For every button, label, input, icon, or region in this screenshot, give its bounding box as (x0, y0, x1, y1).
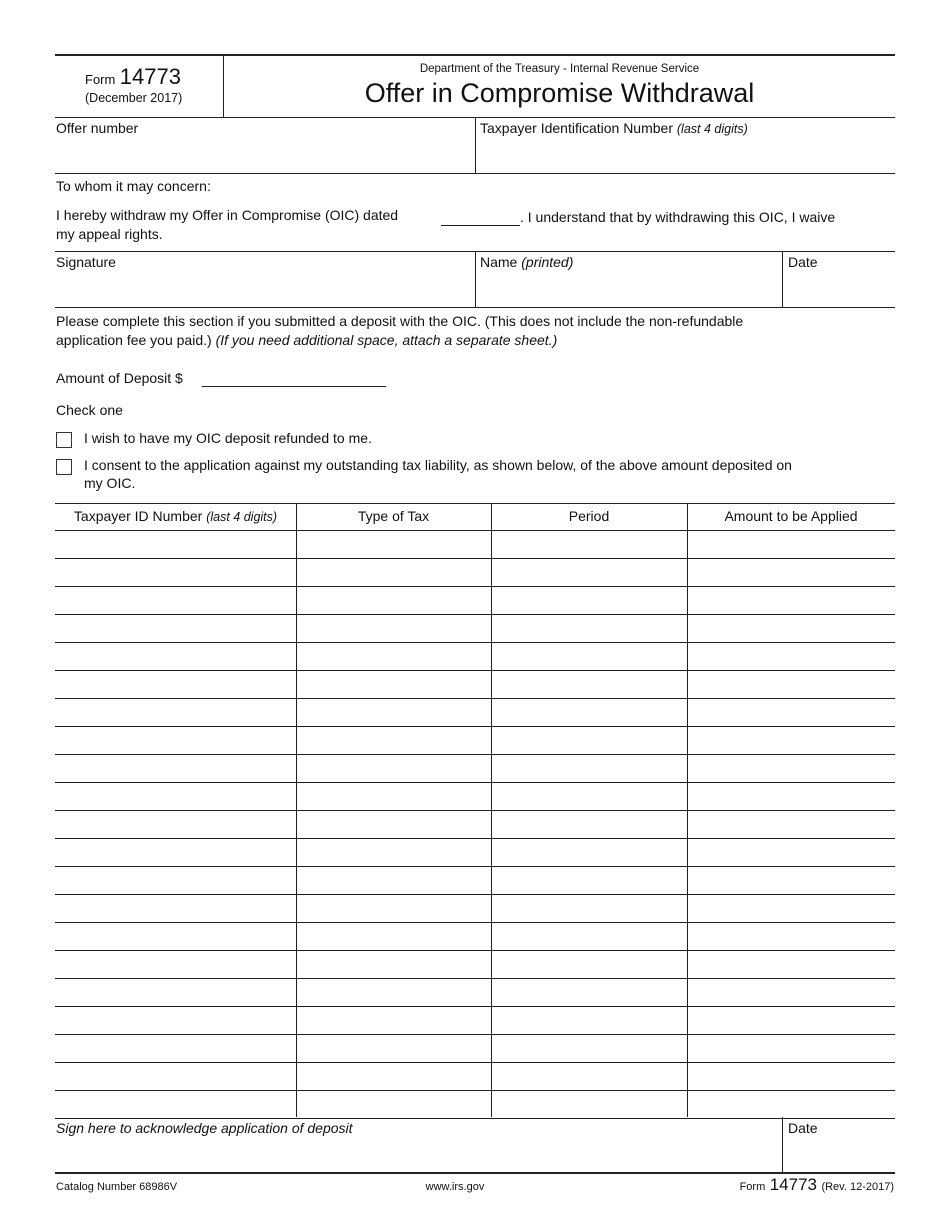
offer-number-label: Offer number (56, 120, 139, 136)
table-cell-amount[interactable] (688, 979, 894, 1006)
date-label: Date (788, 254, 818, 270)
table-cell-tin[interactable] (56, 811, 295, 838)
offer-tin-divider (475, 117, 476, 173)
table-cell-period[interactable] (492, 755, 686, 782)
page-title: Offer in Compromise Withdrawal (364, 78, 755, 108)
tin-field[interactable] (480, 138, 894, 172)
table-cell-amount[interactable] (688, 755, 894, 782)
footer-revision: (Rev. 12-2017) (821, 1181, 894, 1193)
table-cell-period[interactable] (492, 643, 686, 670)
table-cell-period[interactable] (492, 895, 686, 922)
form-prefix: Form (85, 72, 116, 87)
table-cell-tin[interactable] (56, 895, 295, 922)
table-cell-type[interactable] (297, 951, 490, 978)
table-cell-amount[interactable] (688, 587, 894, 614)
table-cell-amount[interactable] (688, 531, 894, 558)
acknowledge-signature-field[interactable] (56, 1138, 780, 1171)
withdraw-text-1: I hereby withdraw my Offer in Compromise (OIC) dated (56, 207, 399, 223)
rule (55, 307, 895, 308)
table-cell-tin[interactable] (56, 587, 295, 614)
table-cell-tin[interactable] (56, 979, 295, 1006)
table-cell-tin[interactable] (56, 867, 295, 894)
ack-date-divider (782, 1117, 783, 1172)
footer-form-id (740, 1175, 894, 1195)
acknowledge-date-label: Date (788, 1120, 818, 1136)
table-cell-tin[interactable] (56, 671, 295, 698)
deposit-instructions-2a: application fee you paid.) (56, 332, 212, 348)
col-tin-label: Taxpayer ID Number (73, 508, 203, 524)
table-cell-type[interactable] (297, 587, 490, 614)
table-cell-amount[interactable] (688, 559, 894, 586)
oic-date-field[interactable] (441, 207, 520, 226)
table-cell-period[interactable] (492, 839, 686, 866)
withdraw-text-3: my appeal rights. (56, 226, 163, 242)
table-cell-amount[interactable] (688, 1007, 894, 1034)
table-cell-amount[interactable] (688, 895, 894, 922)
form-date: (December 2017) (85, 91, 183, 105)
apply-option-label-2: my OIC. (84, 475, 136, 491)
table-cell-tin[interactable] (56, 559, 295, 586)
signature-label: Signature (56, 254, 116, 270)
table-cell-amount[interactable] (688, 643, 894, 670)
check-one-label: Check one (56, 402, 123, 418)
table-cell-tin[interactable] (56, 1091, 295, 1118)
table-cell-type[interactable] (297, 1091, 490, 1118)
table-cell-tin[interactable] (56, 1035, 295, 1062)
table-cell-type[interactable] (297, 1035, 490, 1062)
col-header-type: Type of Tax (357, 508, 430, 524)
table-cell-type[interactable] (297, 923, 490, 950)
table-cell-period[interactable] (492, 811, 686, 838)
table-cell-tin[interactable] (56, 615, 295, 642)
table-cell-period[interactable] (492, 1007, 686, 1034)
form-number: 14773 (119, 64, 181, 89)
table-cell-tin[interactable] (56, 1007, 295, 1034)
table-cell-type[interactable] (297, 755, 490, 782)
table-cell-amount[interactable] (688, 727, 894, 754)
table-cell-period[interactable] (492, 1091, 686, 1118)
deposit-instructions-1: Please complete this section if you submitted a deposit with the OIC. (This does not include the non-refundable (56, 313, 744, 329)
table-cell-type[interactable] (297, 727, 490, 754)
table-cell-period[interactable] (492, 923, 686, 950)
table-cell-type[interactable] (297, 559, 490, 586)
table-cell-period[interactable] (492, 979, 686, 1006)
table-cell-type[interactable] (297, 839, 490, 866)
name-date-divider (782, 251, 783, 307)
table-cell-period[interactable] (492, 727, 686, 754)
tin-label: Taxpayer Identification Number (480, 120, 673, 136)
footer-form-prefix: Form (739, 1181, 766, 1193)
table-cell-amount[interactable] (688, 1035, 894, 1062)
table-cell-tin[interactable] (56, 727, 295, 754)
table-cell-type[interactable] (297, 1007, 490, 1034)
table-cell-tin[interactable] (56, 923, 295, 950)
table-cell-amount[interactable] (688, 839, 894, 866)
col-header-period: Period (568, 508, 610, 524)
table-cell-period[interactable] (492, 1063, 686, 1090)
table-cell-amount[interactable] (688, 1063, 894, 1090)
name-note: (printed) (521, 254, 574, 270)
salutation: To whom it may concern: (56, 178, 211, 194)
table-cell-tin[interactable] (56, 755, 295, 782)
table-cell-amount[interactable] (688, 615, 894, 642)
table-cell-tin[interactable] (56, 783, 295, 810)
deposit-instructions-2b: (If you need additional space, attach a separate sheet.) (215, 332, 558, 348)
table-cell-type[interactable] (297, 979, 490, 1006)
signature-name-divider (475, 251, 476, 307)
col-header-tin (55, 508, 296, 524)
col-header-amount: Amount to be Applied (724, 508, 858, 524)
table-cell-type[interactable] (297, 643, 490, 670)
acknowledge-sign-label: Sign here to acknowledge application of deposit (56, 1120, 353, 1136)
table-cell-amount[interactable] (688, 867, 894, 894)
agency-name: Department of the Treasury - Internal Revenue Service (419, 63, 700, 75)
table-cell-type[interactable] (297, 811, 490, 838)
table-cell-amount[interactable] (688, 923, 894, 950)
deposit-instructions-2 (56, 332, 557, 348)
apply-option-label-1: I consent to the application against my outstanding tax liability, as shown below, of the above amount deposited on (84, 457, 792, 473)
irs-website: www.irs.gov (425, 1181, 485, 1193)
table-cell-period[interactable] (492, 615, 686, 642)
table-cell-period[interactable] (492, 671, 686, 698)
offer-number-field[interactable] (56, 138, 474, 172)
col-tin-note: (last 4 digits) (206, 510, 278, 524)
table-cell-amount[interactable] (688, 811, 894, 838)
table-cell-tin[interactable] (56, 1063, 295, 1090)
table-cell-amount[interactable] (688, 699, 894, 726)
name-label-wrap (480, 254, 573, 270)
table-cell-period[interactable] (492, 951, 686, 978)
amount-of-deposit-label: Amount of Deposit $ (56, 370, 183, 386)
table-cell-type[interactable] (297, 531, 490, 558)
table-cell-type[interactable] (297, 699, 490, 726)
top-rule (55, 54, 895, 56)
withdraw-text-2: . I understand that by withdrawing this OIC, I waive (520, 209, 836, 225)
table-cell-type[interactable] (297, 867, 490, 894)
table-cell-type[interactable] (297, 615, 490, 642)
name-label: Name (480, 254, 518, 270)
table-cell-period[interactable] (492, 559, 686, 586)
table-cell-tin[interactable] (56, 643, 295, 670)
table-cell-type[interactable] (297, 783, 490, 810)
signature-field[interactable] (56, 272, 474, 306)
table-cell-amount[interactable] (688, 783, 894, 810)
table-cell-type[interactable] (297, 671, 490, 698)
signature-date-field[interactable] (788, 272, 894, 306)
table-rule (55, 1118, 895, 1119)
bottom-rule (55, 1172, 895, 1174)
table-cell-amount[interactable] (688, 951, 894, 978)
form-id (85, 64, 181, 90)
table-cell-amount[interactable] (688, 1091, 894, 1118)
table-cell-type[interactable] (297, 895, 490, 922)
table-cell-amount[interactable] (688, 671, 894, 698)
refund-checkbox[interactable] (56, 432, 72, 448)
table-cell-type[interactable] (297, 1063, 490, 1090)
table-cell-period[interactable] (492, 783, 686, 810)
catalog-number: Catalog Number 68986V (56, 1181, 178, 1193)
table-cell-tin[interactable] (56, 699, 295, 726)
printed-name-field[interactable] (480, 272, 780, 306)
table-cell-period[interactable] (492, 867, 686, 894)
table-cell-period[interactable] (492, 699, 686, 726)
table-cell-period[interactable] (492, 1035, 686, 1062)
rule (55, 173, 895, 174)
footer-form-number: 14773 (769, 1175, 817, 1194)
apply-deposit-checkbox[interactable] (56, 459, 72, 475)
table-rule (55, 503, 895, 504)
tin-label-wrap (480, 120, 748, 136)
table-cell-period[interactable] (492, 531, 686, 558)
table-cell-period[interactable] (492, 587, 686, 614)
acknowledge-date-field[interactable] (788, 1138, 894, 1171)
table-cell-tin[interactable] (56, 951, 295, 978)
refund-option-label: I wish to have my OIC deposit refunded to me. (84, 430, 372, 446)
table-cell-tin[interactable] (56, 839, 295, 866)
table-cell-tin[interactable] (56, 531, 295, 558)
amount-of-deposit-field[interactable] (202, 368, 386, 387)
tin-note: (last 4 digits) (676, 122, 748, 136)
